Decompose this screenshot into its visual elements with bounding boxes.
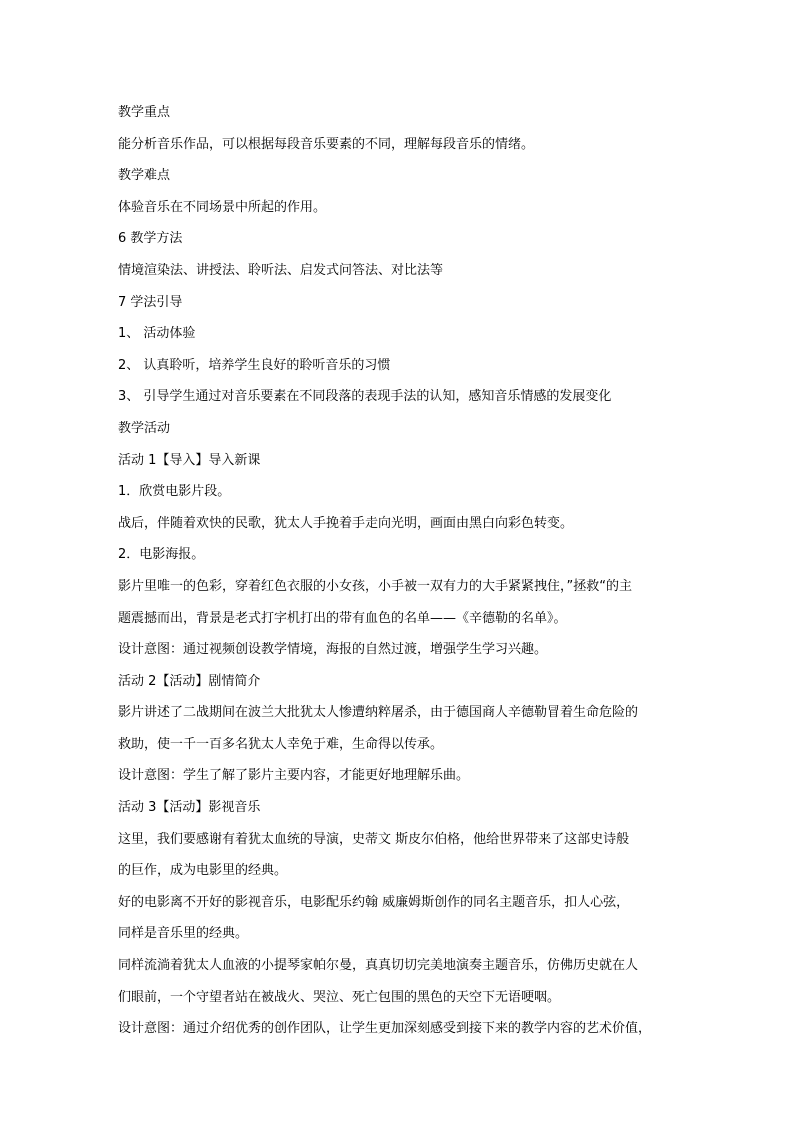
paragraph-line: 同样是音乐里的经典。 <box>118 926 249 942</box>
section-heading: 6 教学方法 <box>118 231 183 247</box>
section-heading: 教学难点 <box>118 168 171 184</box>
activity-heading: 活动 2【活动】剧情简介 <box>118 673 261 689</box>
paragraph: 情境渲染法、讲授法、聆听法、启发式问答法、对比法等 <box>118 262 444 278</box>
paragraph-line: 同样流淌着犹太人血液的小提琴家帕尔曼，真真切切完美地演奏主题音乐，仿佛历史就在人 <box>118 958 639 974</box>
paragraph-line: 们眼前，一个守望者站在被战火、哭泣、死亡包围的黑色的天空下无语哽咽。 <box>118 989 561 1005</box>
list-item: 1、 活动体验 <box>118 326 196 342</box>
paragraph: 战后，伴随着欢快的民歌，犹太人手挽着手走向光明，画面由黑白向彩色转变。 <box>118 515 574 531</box>
section-heading: 7 学法引导 <box>118 294 183 310</box>
section-heading: 教学活动 <box>118 420 171 436</box>
paragraph-line: 影片讲述了二战期间在波兰大批犹太人惨遭纳粹屠杀，由于德国商人辛德勒冒着生命危险的 <box>118 705 639 721</box>
document-body <box>118 100 682 1048</box>
design-intent: 设计意图：通过介绍优秀的创作团队，让学生更加深刻感受到接下来的教学内容的艺术价值， <box>118 1021 652 1037</box>
design-intent: 设计意图：学生了解了影片主要内容，才能更好地理解乐曲。 <box>118 768 470 784</box>
section-heading: 教学重点 <box>118 105 171 120</box>
paragraph-line: 题震撼而出，背景是老式打字机打出的带有血色的名单——《辛德勒的名单》。 <box>118 610 567 626</box>
paragraph-line: 好的电影离不开好的影视音乐，电影配乐约翰 威廉姆斯创作的同名主题音乐，扣人心弦， <box>118 894 630 910</box>
paragraph-line: 救助，使一千一百多名犹太人幸免于难，生命得以传承。 <box>118 736 444 752</box>
paragraph-line: 的巨作，成为电影里的经典。 <box>118 863 288 879</box>
list-item: 3、 引导学生通过对音乐要素在不同段落的表现手法的认知，感知音乐情感的发展变化 <box>118 389 612 405</box>
numbered-item: 1．欣赏电影片段。 <box>118 484 231 500</box>
design-intent: 设计意图：通过视频创设教学情境，海报的自然过渡，增强学生学习兴趣。 <box>118 642 548 658</box>
paragraph-line: 影片里唯一的色彩，穿着红色衣服的小女孩，小手被一双有力的大手紧紧拽住，”拯救“的主 <box>118 578 632 594</box>
activity-heading: 活动 1【导入】导入新课 <box>118 452 261 468</box>
paragraph: 体验音乐在不同场景中所起的作用。 <box>118 199 327 215</box>
activity-heading: 活动 3【活动】影视音乐 <box>118 800 261 816</box>
paragraph: 能分析音乐作品，可以根据每段音乐要素的不同，理解每段音乐的情绪。 <box>118 136 535 152</box>
list-item: 2、 认真聆听，培养学生良好的聆听音乐的习惯 <box>118 357 391 373</box>
numbered-item: 2．电影海报。 <box>118 547 205 563</box>
paragraph-line: 这里，我们要感谢有着犹太血统的导演，史蒂文 斯皮尔伯格，他给世界带来了这部史诗般 <box>118 831 630 847</box>
